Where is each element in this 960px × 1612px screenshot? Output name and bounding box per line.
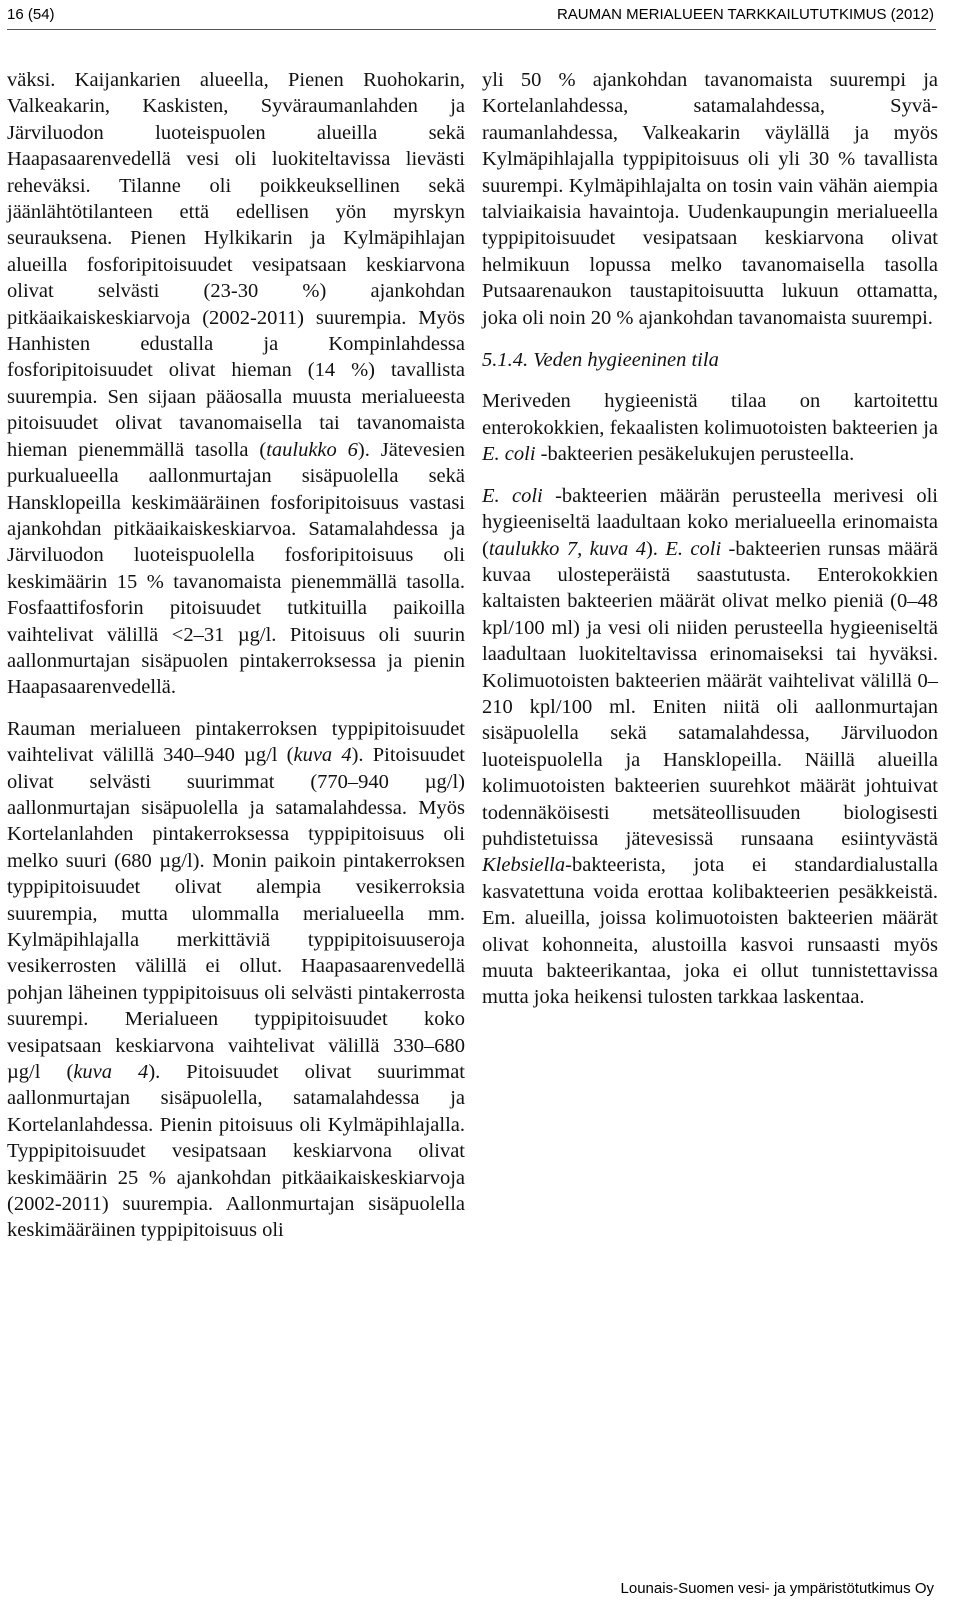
publisher-footer: Lounais-Suomen vesi- ja ympäristötutkimus Oy [620,1580,934,1597]
page-number: 16 (54) [7,6,55,23]
right-column [482,67,938,1011]
report-title: RAUMAN MERIALUEEN TARKKAILUTUTKIMUS (2012) [556,6,934,23]
paragraph-nitrogen-continued: yli 50 % ajankohdan tavanomaista suurempi ja Kortelanlahdessa, satamalahdessa, Syväraumanlahdessa, Valkeakarin väylällä ja myös Kylmäpihlajalla typpipitoisuus oli yli 30 % tavallista suurempi. Kylmäpihlajalta on tosin vain vähän aiempia talviaikaisia havaintoja. Uudenkaupungin merialueella typpipitoisuudet vesipatsaan keskiarvona olivat helmikuun lopussa melko tavanomaisella tasolla Putsaarenaukon taustapitoisuutta lukuun ottamatta, joka oli noin 20 % ajankohdan tavanomaista suurempi. [482,69,938,329]
paragraph-nitrogen: Rauman merialueen pintakerroksen typpipitoisuudet vaihtelivat välillä 340–940 µg/l (kuva 4). Pitoisuudet olivat selvästi suurimmat (770–940 µg/l) aallonmurtajan sisäpuolella ja satamalahdessa. Myös Kortelanlahden pintakerroksessa typpipitoisuus oli melko suuri (680 µg/l). Monin paikoin pintakerroksen typpipitoisuudet olivat alempia vesikerroksia suurempia, mutta ulommalla merialueella mm. Kylmäpihlajalla merkittäviä typpipitoisuuseroja vesikerrosten välillä ei ollut. Haapasaarenvedellä pohjan läheinen typpipitoisuus oli selvästi pintakerrosta suurempi. Merialueen typpipitoisuudet koko vesipatsaan keskiarvona vaihtelivat välillä 330–680 µg/l (kuva 4). Pitoisuudet olivat suurimmat aallonmurtajan sisäpuolella, satamalahdessa ja Kortelanlahdessa. Pienin pitoisuus oli Kylmäpihlajalla. Typpipitoisuudet vesipatsaan keskiarvona olivat keskimäärin 25 % ajankohdan pitkäaikaiskeskiarvoja (2002-2011) suurempia. Aallonmurtajan sisäpuolella keskimääräinen typpipitoisuus oli [7,717,465,1242]
section-heading: 5.1.4. Veden hygieeninen tila [482,349,719,372]
table-reference: taulukko 6 [266,438,358,461]
table-figure-reference: taulukko 7, kuva 4 [488,537,646,560]
paragraph-phosphorus: väksi. Kaijankarien alueella, Pienen Ruohokarin, Valkeakarin, Kaskisten, Syväraumanlahden ja Järviluodon luoteispuolen alueilla sekä Haapasaarenvedellä vesi oli luokiteltavissa lievästi reheväksi. Tilanne oli poikkeuksellinen sekä jäänlähtötilanteen että edellisen yön myrskyn seurauksena. Pienen Hylkikarin ja Kylmäpihlajan alueilla fosforipitoisuudet vesipatsaan keskiarvona olivat selvästi (23-30 %) ajankohdan pitkäaikaiskeskiarvoja (2002-2011) suurempia. Myös Hanhisten edustalla ja Kompinlahdessa fosforipitoisuudet olivat hieman (14 %) tavallista suurempia. Sen sijaan pääosalla muusta merialueesta pitoisuudet olivat tavanomaisella tai tavanomaista hieman pienemmällä tasolla (taulukko 6). Jätevesien purkualueella aallonmurtajan sisäpuolella sekä Hansklopeilla keskimääräinen fosforipitoisuus vastasi ajankohdan pitkäaikaiskeskiarvoa. Satamalahdessa ja Järviluodon luoteispuolella fosforipitoisuus oli keskimäärin 15 % tavanomaista pienemmällä tasolla. Fosfaattifosforin pitoisuudet tutkituilla paikoilla vaihtelivat välillä <2–31 µg/l. Pitoisuus oli suurin aallonmurtajan sisäpuolen pintakerroksessa ja pienin Haapasaarenvedellä. [7,69,465,699]
left-column [7,67,465,1244]
paragraph-hygiene-intro: Meriveden hygieenistä tilaa on kartoitettu enterokokkien, fekaalisten kolimuotoisten bakteerien ja E. coli -bakteerien pesäkelukujen perusteella. [482,390,938,466]
figure-reference: kuva 4 [73,1061,149,1084]
paragraph-bacteria: E. coli -bakteerien määrän perusteella merivesi oli hygieeniseltä laadultaan koko merialueella erinomaista (taulukko 7, kuva 4). E. coli -bakteerien runsas määrä kuvaa ulosteperäistä saastutusta. Enterokokkien kaltaisten bakteerien määrät olivat melko pieniä (0–48 kpl/100 ml) ja vesi oli niiden perusteella hygieeniseltä laadultaan luokiteltavissa erinomaiseksi tai hyväksi. Kolimuotoisten bakteerien määrät vaihtelivat välillä 0–210 kpl/100 ml. Eniten niitä oli aallonmurtajan sisäpuolella sekä satamalahdessa, Järviluodon luoteispuolella ja Hansklopeilla. Näillä alueilla kolimuotoisten bakteerien suurehkot määrät johtuivat todennäköisesti metsäteollisuuden biologisesti puhdistetuissa jätevesissä runsaana esiintyvästä Klebsiella-bakteerista, jota ei standardialustalla kasvatettuna voida erottaa kolibakteerien pesäkkeistä. Em. alueilla, joissa kolimuotoisten bakteerien määrät olivat kohonneita, alustoilla kasvoi runsaasti myös muuta bakteerikantaa, joka ei ollut tunnistettavissa mutta joka heikensi tulosten tarkkaa laskentaa. [482,484,939,1009]
figure-reference: kuva 4 [293,744,352,767]
header-divider [7,29,936,30]
